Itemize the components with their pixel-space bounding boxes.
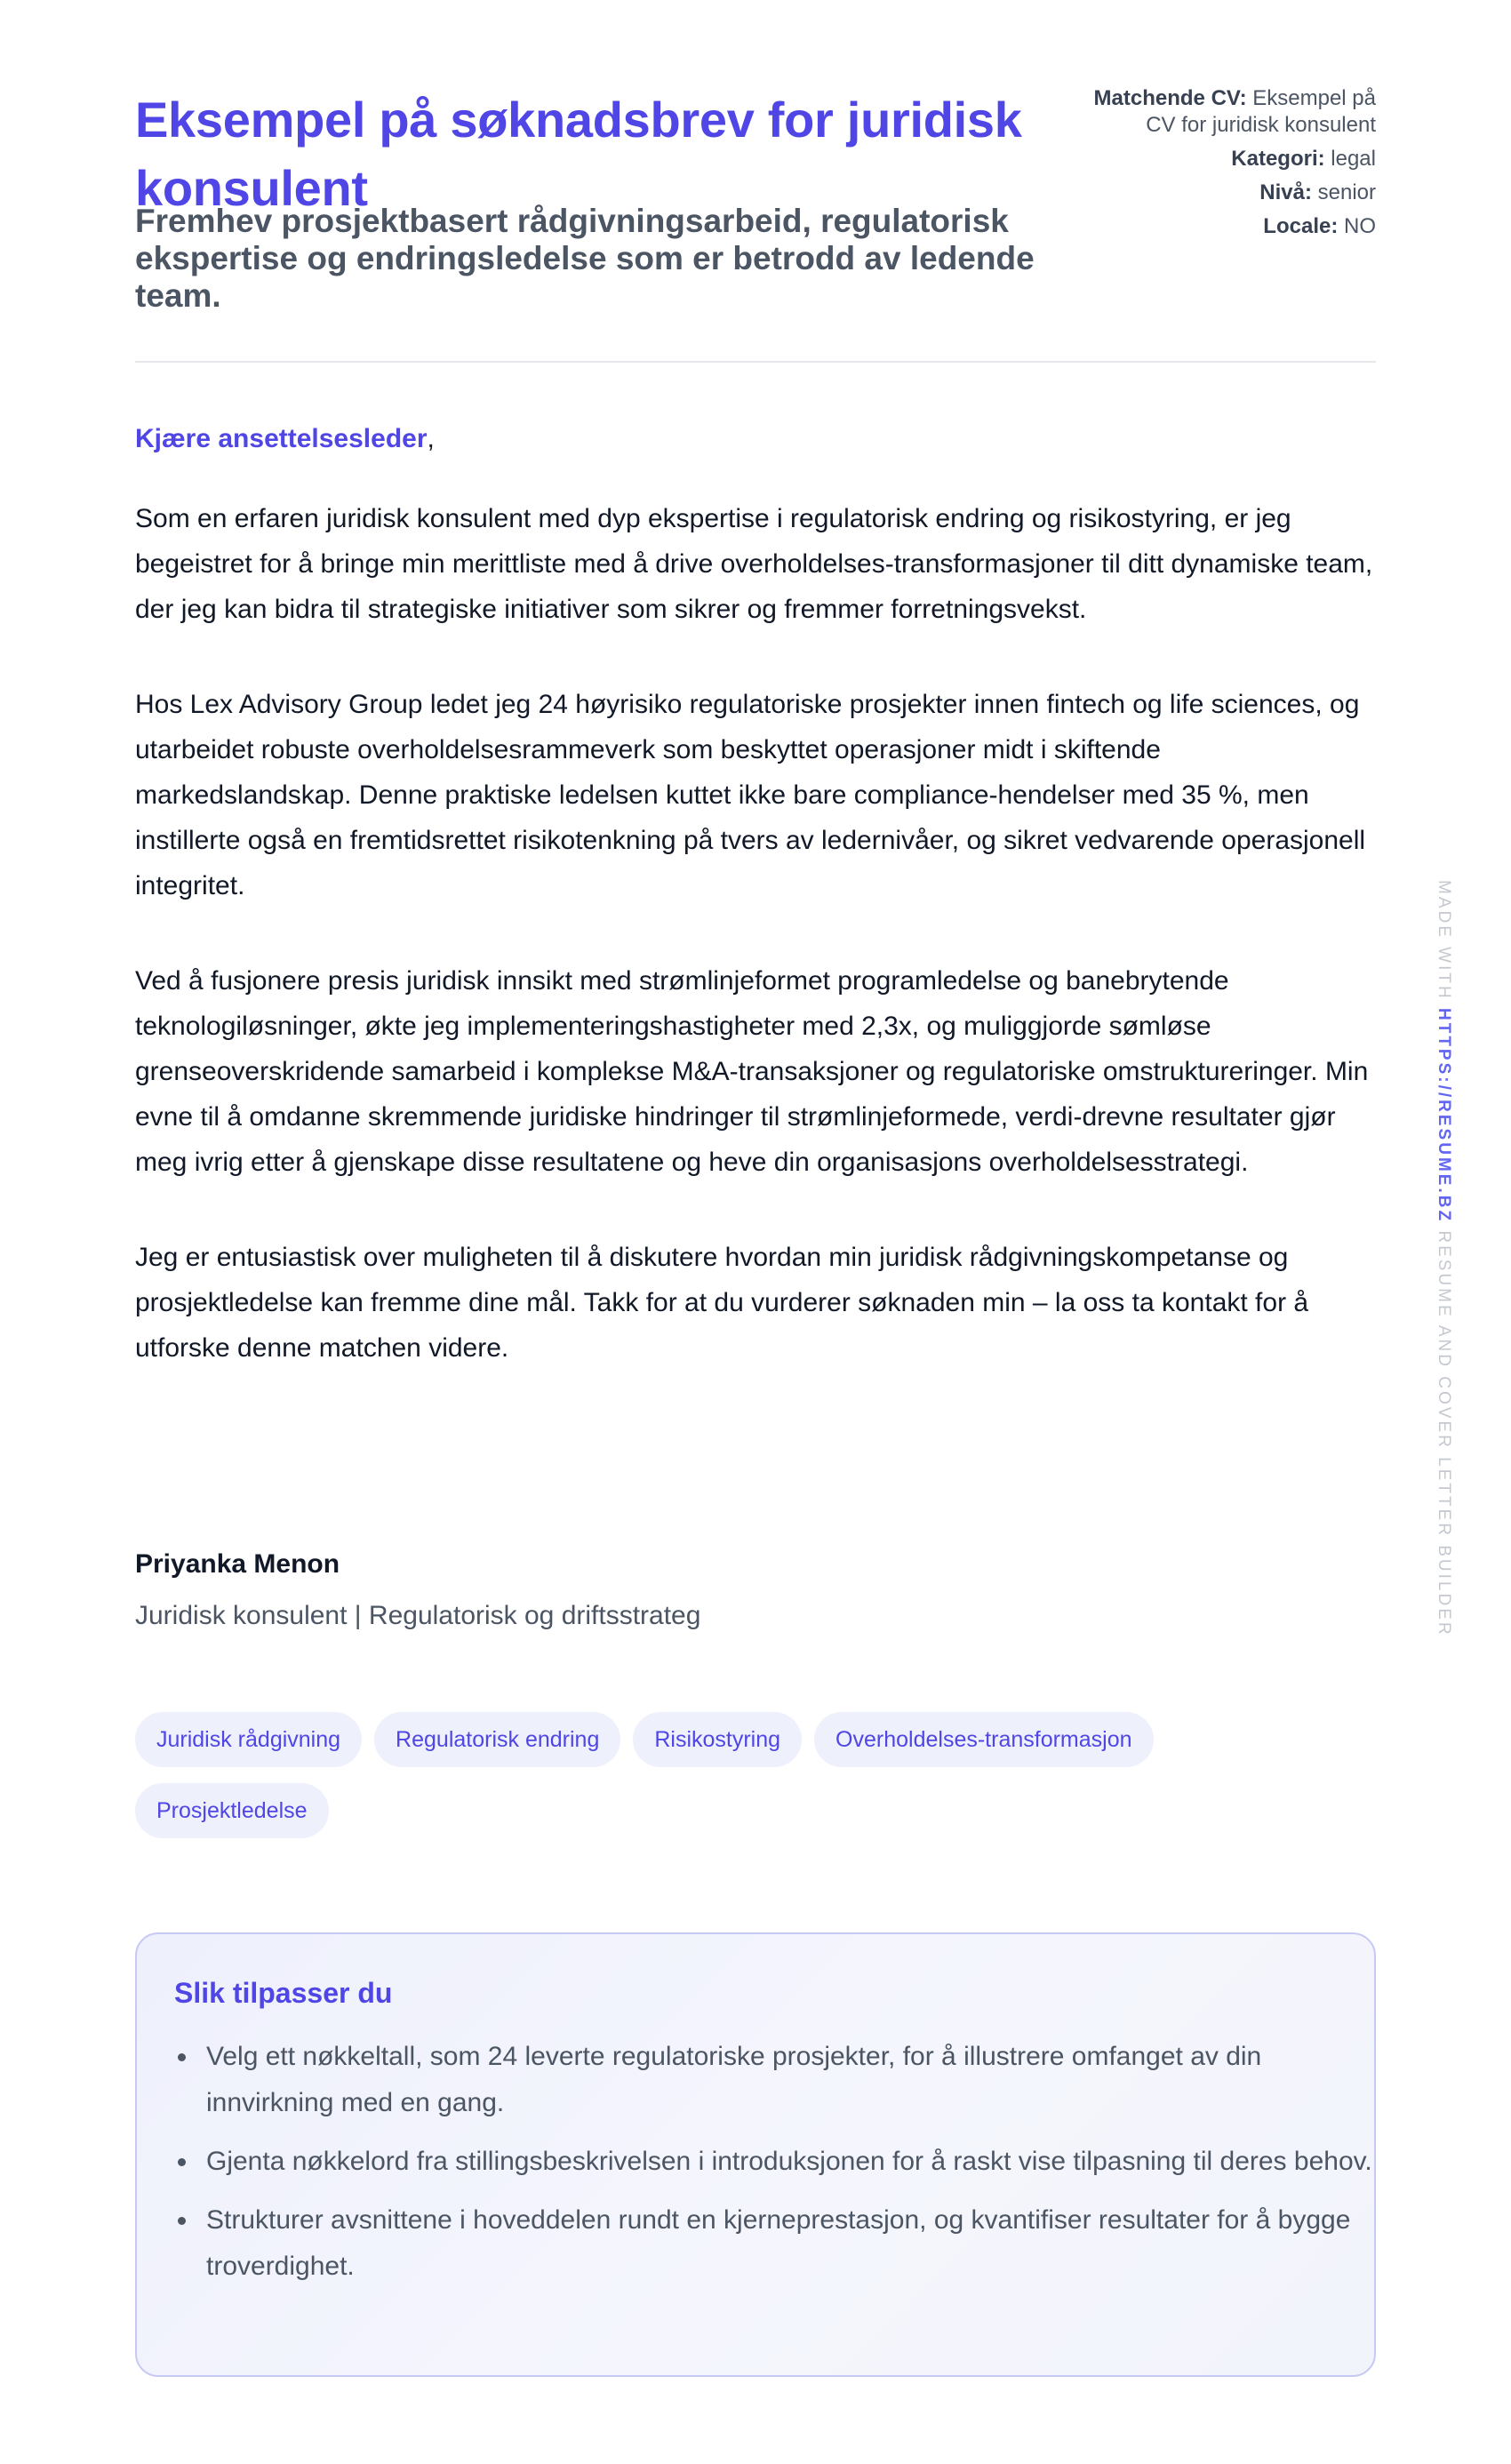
signature-role: Juridisk konsulent | Regulatorisk og driftsstrateg [135,1601,701,1630]
meta-level [1083,180,1376,206]
letter-body [135,496,1376,1420]
skill-tags [135,1712,1376,1854]
tips-title: Slik tilpasser du [174,1977,393,2009]
page-subtitle: Fremhev prosjektbasert rådgivningsarbeid, regulatorisk ekspertise og endringsledelse som er betrodd av ledende team. [135,203,1035,314]
tips-list [174,2034,1379,2302]
meta-category [1083,146,1376,172]
tip-item: Velg ett nøkkeltall, som 24 leverte regulatoriske prosjekter, for å illustrere omfanget av din innvirkning med en gang. [206,2034,1379,2126]
meta-category-value: legal [1331,147,1376,171]
meta-matching-cv [1083,85,1376,139]
skill-tag: Overholdelses-transformasjon [814,1712,1153,1767]
letter-salutation [135,421,435,457]
document-header [135,85,1376,363]
skill-tag: Juridisk rådgivning [135,1712,362,1767]
signature-name: Priyanka Menon [135,1549,340,1579]
meta-locale-label: Locale: [1263,214,1339,238]
skill-tag: Prosjektledelse [135,1783,329,1838]
meta-matching-cv-value: Eksempel på CV for juridisk konsulent [1146,86,1376,137]
letter-signature [135,1547,700,1634]
vertical-watermark [1434,880,1453,1637]
tip-item: Strukturer avsnittene i hoveddelen rundt en kjerneprestasjon, og kvantifiser resultater for å bygge troverdighet. [206,2197,1379,2290]
letter-paragraph: Hos Lex Advisory Group ledet jeg 24 høyrisiko regulatoriske prosjekter innen fintech og life sciences, og utarbeidet robuste overholdelsesrammeverk som beskyttet operasjoner midt i skiftende markedslandskap. Denne praktiske ledelsen kuttet ikke bare compliance-hendelser med 35 %, men instillerte også en fremtidsrettet risikotenkning på tvers av ledernivåer, og sikret vedvarende operasjonell integritet. [135,690,1366,900]
watermark-prefix: MADE WITH [1435,880,1453,1001]
skill-tag: Risikostyring [633,1712,802,1767]
meta-category-label: Kategori: [1231,147,1325,171]
watermark-link[interactable]: HTTPS://RESUME.BZ [1435,1008,1453,1224]
page-title: Eksempel på søknadsbrev for juridisk konsulent [135,92,1022,216]
salutation-text: Kjære ansettelsesleder [135,424,428,453]
letter-paragraph: Jeg er entusiastisk over muligheten til å diskutere hvordan min juridisk rådgivningskompetanse og prosjektledelse kan fremme dine mål. Takk for at du vurderer søknaden min – la oss ta kontakt for å utforske denne matchen videre. [135,1243,1309,1363]
meta-locale [1083,213,1376,240]
meta-matching-cv-label: Matchende CV: [1093,86,1247,110]
salutation-punctuation: , [427,424,435,453]
meta-level-label: Nivå: [1259,180,1312,204]
meta-locale-value: NO [1344,214,1376,238]
tips-box [135,1932,1376,2377]
letter-paragraph: Ved å fusjonere presis juridisk innsikt med strømlinjeformet programledelse og banebrytende teknologiløsninger, økte jeg implementeringshastigheter med 2,3x, og muliggjorde sømløse grenseoverskridende samarbeid i komplekse M&A-transaksjoner og regulatoriske omstruktureringer. Min evne til å omdanne skremmende juridiske hindringer til strømlinjeformede, verdi-drevne resultater gjør meg ivrig etter å gjenskape disse resultatene og heve din organisasjons overholdelsesstrategi. [135,966,1369,1177]
tip-item: Gjenta nøkkelord fra stillingsbeskrivelsen i introduksjonen for å raskt vise tilpasning til deres behov. [206,2139,1379,2185]
meta-panel [1083,85,1376,247]
letter-paragraph: Som en erfaren juridisk konsulent med dyp ekspertise i regulatorisk endring og risikostyring, er jeg begeistret for å bringe min merittliste med å drive overholdelses-transformasjoner til ditt dynamiske team, der jeg kan bidra til strategiske initiativer som sikrer og fremmer forretningsvekst. [135,504,1373,624]
meta-level-value: senior [1317,180,1376,204]
skill-tag: Regulatorisk endring [374,1712,620,1767]
watermark-suffix: RESUME AND COVER LETTER BUILDER [1435,1230,1453,1637]
